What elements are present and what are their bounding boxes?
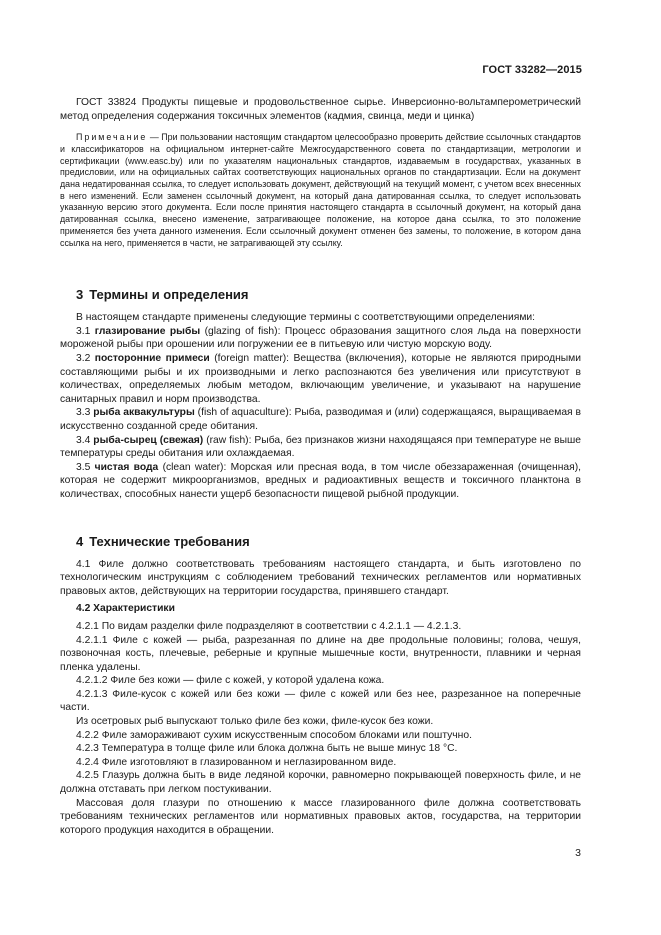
paragraph-4-2-4: 4.2.4 Филе изготовляют в глазированном и неглазированном виде. bbox=[76, 756, 397, 768]
term-3-2 bbox=[60, 352, 581, 406]
term-definition: (clean water): Морская или пресная вода, в том числе обеззараженная (очищенная), которая не содержит микроорганизмов, вредных и радиоактивных веществ и токсичного планктона в количествах, способных нанести ущерб безопасности пищевой рыбной продукции. bbox=[60, 461, 581, 500]
paragraph-4-2-1-2: 4.2.1.2 Филе без кожи — филе с кожей, у которой удалена кожа. bbox=[76, 675, 385, 687]
paragraph-4-2-5: 4.2.5 Глазурь должна быть в виде ледяной корочки, равномерно покрывающей поверхность филе, и не должна отставать при легком постукивании. bbox=[60, 770, 581, 796]
note-text: — При пользовании настоящим стандартом целесообразно проверить действие ссылочных стандартов и классификаторов на официальном интернет-сайте Межгосударственного совета по стандартизации, метрологии и сертификации (www.easc.by) или по указателям национальных стандартов, издаваемым в государствах, указанных в предисловии, или на официальных сайтах соответствующих национальных органов по стандартизации. Если на документ дана недатированная ссылка, то следует использовать документ, действующий на текущий момент, с учетом всех внесенных в него изменений. Если заменен ссылочный документ, на который дана датированная ссылка, то следует использовать указанную версию этого документа. Если после принятия настоящего стандарта в ссылочный документ, на который дана датированная ссылка, внесено изменение, затрагивающее положение, на которое дана ссылка, то это положение применяется без учета данного изменения. Если ссылочный документ отменен без замены, то положение, в котором дана ссылка на него, применяется в части, не затрагивающей эту ссылку. bbox=[60, 132, 581, 248]
section-4-number: 4 bbox=[76, 533, 84, 549]
section-3-number: 3 bbox=[76, 287, 84, 303]
term-number: 3.2 bbox=[76, 353, 95, 364]
term-definition: (raw fish): Рыба, без признаков жизни находящаяся при температуре не выше температуры среды обитания или охлаждаемая. bbox=[60, 434, 581, 460]
term-number: 3.4 bbox=[76, 434, 94, 446]
section-3-title: Термины и определения bbox=[89, 287, 249, 303]
paragraph-4-1: 4.1 Филе должно соответствовать требованиям настоящего стандарта, и быть изготовлено по технологическим инструкциям с соблюдением требований технических регламентов или нормативных правовых актов, действующих на территории государства, принявшего стандарт. bbox=[60, 558, 581, 597]
paragraph-sturgeon: Из осетровых рыб выпускают только филе без кожи, филе-кусок без кожи. bbox=[76, 716, 434, 728]
reference-gost-33824: ГОСТ 33824 Продукты пищевые и продовольственное сырье. Инверсионно-вольтамперометрический метод определения содержания токсичных элементов (кадмия, свинца, меди и цинка) bbox=[60, 97, 581, 122]
paragraph-glaze-fraction: Массовая доля глазури по отношению к массе глазированного филе должна соответствовать требованиям технических регламентов или нормативных правовых актов, государства, на территории которого продукция находится в обращении. bbox=[60, 797, 581, 836]
term-name: рыба-сырец (свежая) bbox=[93, 434, 204, 446]
term-3-1 bbox=[60, 325, 581, 352]
term-definition: (foreign matter): Вещества (включения), которые не являются природными составляющими рыбы и их производными и легко распознаются без увеличения или присутствуют в количествах, определяемых любым методом, включающим увеличение, и указывают на нарушение санитарных правил и норм производства. bbox=[60, 353, 581, 405]
term-name: глазирование рыбы bbox=[94, 325, 201, 337]
term-definition: (glazing of fish): Процесс образования защитного слоя льда на поверхности мороженой рыбы при орошении или погружении ее в питьевую или чистую морскую воду. bbox=[60, 325, 581, 351]
term-number: 3.3 bbox=[76, 407, 94, 419]
section-4-title: Технические требования bbox=[89, 533, 250, 549]
document-id: ГОСТ 33282—2015 bbox=[482, 64, 582, 76]
term-name: рыба аквакультуры bbox=[93, 407, 195, 419]
note-paragraph bbox=[60, 132, 581, 249]
paragraph-4-2-2: 4.2.2 Филе замораживают сухим искусственным способом блоками или поштучно. bbox=[76, 729, 472, 741]
term-name: чистая вода bbox=[94, 461, 159, 473]
paragraph-4-2-3: 4.2.3 Температура в толще филе или блока должна быть не выше минус 18 °С. bbox=[76, 743, 458, 755]
term-name: посторонние примеси bbox=[94, 353, 210, 364]
page-number: 3 bbox=[575, 847, 581, 859]
term-3-3 bbox=[60, 406, 581, 433]
term-3-4 bbox=[60, 434, 581, 461]
paragraph-4-2-1-1: 4.2.1.1 Филе с кожей — рыба, разрезанная по длине на две продольные половины; голова, чешуя, позвоночная кость, плечевые, реберные и крупные мышечные кости, внутренности, плавники и черная пленка удалены. bbox=[60, 634, 581, 673]
page-content bbox=[60, 96, 581, 837]
term-number: 3.1 bbox=[76, 325, 95, 337]
term-definition: (fish of aquaculture): Рыба, разводимая и (или) содержащаяся, выращиваемая в искусственно созданной среде обитания. bbox=[60, 407, 581, 432]
term-3-5 bbox=[60, 461, 581, 502]
paragraph-4-2-1-3: 4.2.1.3 Филе-кусок с кожей или без кожи — филе с кожей или без нее, разрезанное на поперечные части. bbox=[60, 688, 581, 714]
section-4-heading bbox=[76, 534, 581, 549]
section-3-heading bbox=[76, 287, 581, 302]
paragraph-4-2-1: 4.2.1 По видам разделки филе подразделяют в соответствии с 4.2.1.1 — 4.2.1.3. bbox=[76, 620, 462, 632]
note-label: Примечание bbox=[76, 132, 148, 143]
section-3-intro: В настоящем стандарте применены следующие термины с соответствующими определениями: bbox=[76, 312, 536, 324]
term-number: 3.5 bbox=[76, 461, 95, 473]
subsection-4-2-heading: 4.2 Характеристики bbox=[76, 603, 175, 615]
